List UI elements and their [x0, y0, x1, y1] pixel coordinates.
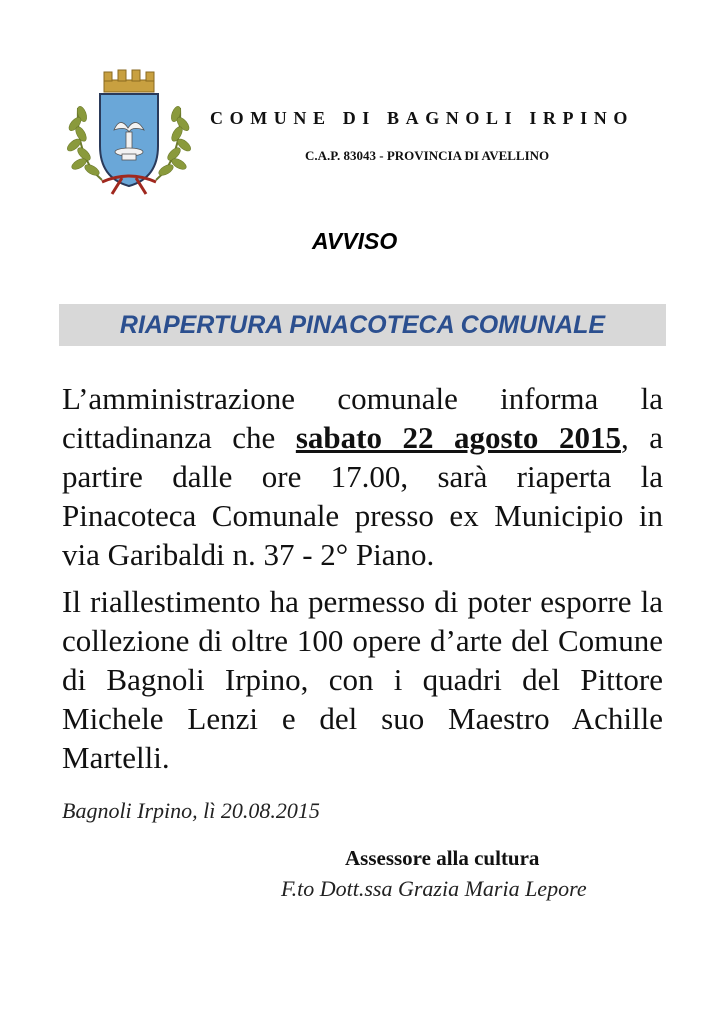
comune-subtitle: C.A.P. 83043 - PROVINCIA DI AVELLINO	[305, 148, 550, 163]
body-paragraph-1	[62, 379, 663, 574]
comune-title: COMUNE DI BAGNOLI IRPINO	[210, 108, 634, 128]
para1-rest: , a partire dalle ore 17.00, sarà riaperta la Pinacoteca Comunale presso ex Municipio in via Garibaldi n. 37 - 2° Piano.	[62, 420, 663, 572]
notice-label: AVVISO	[312, 228, 398, 254]
event-date: sabato 22 agosto 2015	[295, 420, 621, 455]
signatory-name: F.to Dott.ssa Grazia Maria Lepore	[281, 876, 587, 901]
place-date: Bagnoli Irpino, lì 20.08.2015	[62, 798, 320, 823]
body-paragraph-2: Il riallestimento ha permesso di poter esporre la collezione di oltre 100 opere d’arte del Comune di Bagnoli Irpino, con i quadri del Pittore Michele Lenzi e del suo Maestro Achille Martelli.	[62, 584, 663, 775]
signatory-role: Assessore alla cultura	[345, 846, 540, 870]
para1-intro: L’amministrazione comunale informa la cittadinanza che	[62, 381, 663, 455]
title-banner	[59, 304, 666, 346]
banner-title: RIAPERTURA PINACOTECA COMUNALE	[119, 311, 606, 339]
coat-of-arms-icon	[62, 66, 196, 200]
